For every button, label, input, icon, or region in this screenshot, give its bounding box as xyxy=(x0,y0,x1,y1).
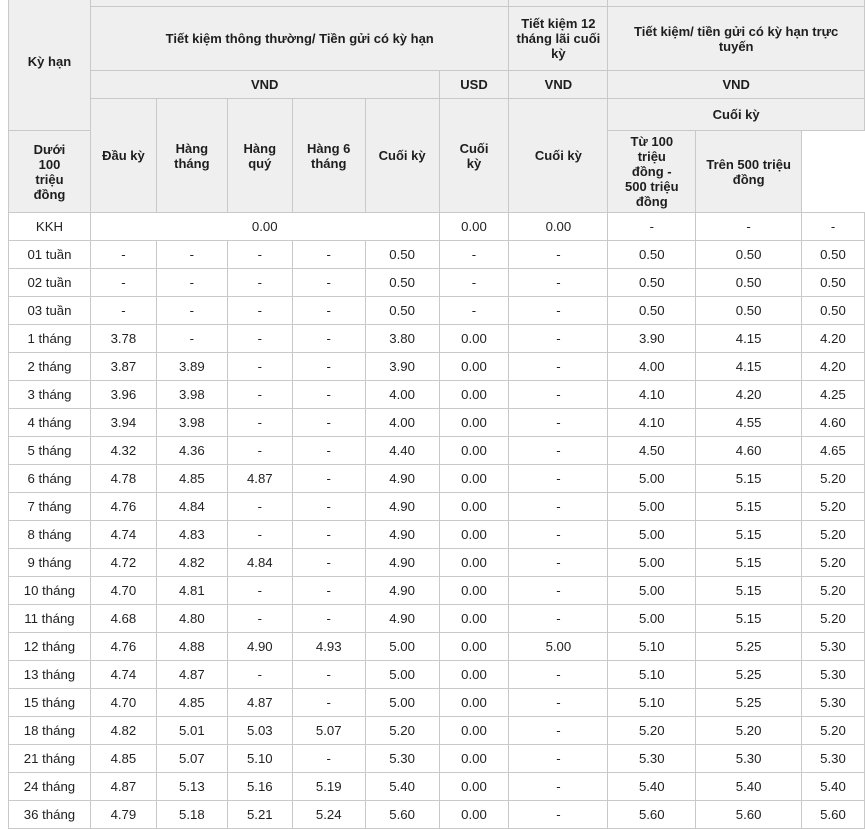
table-row xyxy=(9,661,865,689)
rate-cell: 4.20 xyxy=(696,381,802,409)
rate-cell: 5.00 xyxy=(608,605,696,633)
term-cell: 3 tháng xyxy=(9,381,91,409)
term-cell: 10 tháng xyxy=(9,577,91,605)
term-cell: 9 tháng xyxy=(9,549,91,577)
rate-cell: 0.00 xyxy=(439,325,509,353)
rate-cell: 0.00 xyxy=(439,381,509,409)
rate-cell: - xyxy=(292,577,365,605)
rate-cell: - xyxy=(90,297,156,325)
rate-cell: 3.98 xyxy=(156,381,227,409)
rate-cell: - xyxy=(292,521,365,549)
col-hang-6-thang: Hàng 6 tháng xyxy=(292,99,365,213)
rate-cell: 5.03 xyxy=(227,717,292,745)
term-cell: 7 tháng xyxy=(9,493,91,521)
rate-cell: 4.85 xyxy=(156,689,227,717)
rate-cell: - xyxy=(509,549,608,577)
rate-cell: 5.10 xyxy=(227,745,292,773)
rate-cell: - xyxy=(156,325,227,353)
rate-cell: 5.15 xyxy=(696,521,802,549)
table-row xyxy=(9,325,865,353)
rate-cell: 3.96 xyxy=(90,381,156,409)
rate-cell: 5.16 xyxy=(227,773,292,801)
rate-cell: 0.00 xyxy=(439,661,509,689)
rate-cell: - xyxy=(509,437,608,465)
rate-cell: 5.00 xyxy=(608,549,696,577)
rate-cell: - xyxy=(227,577,292,605)
rate-cell: 4.93 xyxy=(292,633,365,661)
rate-cell: 0.00 xyxy=(439,605,509,633)
rate-cell: 5.30 xyxy=(696,745,802,773)
rate-cell: 4.87 xyxy=(90,773,156,801)
table-row xyxy=(9,521,865,549)
rate-cell: - xyxy=(509,325,608,353)
rate-cell: - xyxy=(292,241,365,269)
rate-cell: - xyxy=(227,269,292,297)
rate-cell: 5.15 xyxy=(696,577,802,605)
rate-cell: 5.15 xyxy=(696,605,802,633)
rate-cell: - xyxy=(696,213,802,241)
term-cell: 8 tháng xyxy=(9,521,91,549)
rate-cell: 4.84 xyxy=(156,493,227,521)
rate-cell: - xyxy=(292,437,365,465)
savings-12m-header: Tiết kiệm 12 tháng lãi cuối kỳ xyxy=(509,7,608,71)
currency-vnd-12m-header: VND xyxy=(509,71,608,99)
rate-cell: - xyxy=(292,409,365,437)
rate-cell: - xyxy=(292,297,365,325)
rate-cell: 0.00 xyxy=(439,213,509,241)
rate-cell: 5.30 xyxy=(365,745,439,773)
rate-cell: 4.70 xyxy=(90,689,156,717)
col-cuoi-ky-12m: Cuối kỳ xyxy=(509,99,608,213)
rate-cell: 5.18 xyxy=(156,801,227,829)
rate-cell: - xyxy=(509,801,608,829)
rate-cell: 0.50 xyxy=(802,241,865,269)
table-row xyxy=(9,437,865,465)
term-cell: 13 tháng xyxy=(9,661,91,689)
rate-cell: 3.90 xyxy=(608,325,696,353)
rate-cell: - xyxy=(509,661,608,689)
table-row xyxy=(9,297,865,325)
rate-cell: 0.50 xyxy=(365,297,439,325)
rate-cell: 0.00 xyxy=(439,689,509,717)
rate-cell: - xyxy=(802,213,865,241)
rate-cell: - xyxy=(292,549,365,577)
rate-cell: - xyxy=(156,241,227,269)
rate-cell: 3.89 xyxy=(156,353,227,381)
rate-cell: - xyxy=(439,297,509,325)
term-cell: 15 tháng xyxy=(9,689,91,717)
rate-cell: - xyxy=(156,297,227,325)
rate-cell: 0.00 xyxy=(439,773,509,801)
rate-cell: 5.40 xyxy=(365,773,439,801)
currency-vnd-header: VND xyxy=(90,71,439,99)
rate-cell: 5.19 xyxy=(292,773,365,801)
rate-cell: 5.20 xyxy=(608,717,696,745)
rate-cell: - xyxy=(90,241,156,269)
rate-cell: 5.24 xyxy=(292,801,365,829)
rate-cell: 4.82 xyxy=(156,549,227,577)
rate-cell: - xyxy=(292,493,365,521)
rate-cell: 5.20 xyxy=(802,549,865,577)
rate-cell: - xyxy=(227,661,292,689)
term-cell: 2 tháng xyxy=(9,353,91,381)
table-row xyxy=(9,409,865,437)
rate-cell: 5.00 xyxy=(509,633,608,661)
rate-cell: 5.25 xyxy=(696,689,802,717)
table-row xyxy=(9,605,865,633)
rate-cell: 5.20 xyxy=(696,717,802,745)
rate-cell: 0.00 xyxy=(439,437,509,465)
rate-cell: - xyxy=(227,325,292,353)
rate-cell: 5.25 xyxy=(696,633,802,661)
rate-cell: 0.50 xyxy=(608,297,696,325)
term-cell: 36 tháng xyxy=(9,801,91,829)
table-row xyxy=(9,549,865,577)
rate-cell: 0.00 xyxy=(439,549,509,577)
rate-cell: 5.30 xyxy=(802,661,865,689)
rate-cell: - xyxy=(509,297,608,325)
rate-cell: 4.85 xyxy=(90,745,156,773)
rate-cell: 4.74 xyxy=(90,521,156,549)
rate-cell: - xyxy=(292,605,365,633)
rate-cell: - xyxy=(509,381,608,409)
rate-cell: 4.70 xyxy=(90,577,156,605)
rate-cell: - xyxy=(509,689,608,717)
table-header xyxy=(9,0,865,213)
rate-cell: 4.90 xyxy=(365,493,439,521)
rate-cell: 4.60 xyxy=(802,409,865,437)
table-row xyxy=(9,241,865,269)
table-row xyxy=(9,577,865,605)
rate-cell: - xyxy=(509,409,608,437)
rate-cell: 0.00 xyxy=(439,521,509,549)
table-row xyxy=(9,465,865,493)
rate-cell: - xyxy=(509,241,608,269)
term-cell: 01 tuần xyxy=(9,241,91,269)
rate-cell: 4.32 xyxy=(90,437,156,465)
rate-cell: 0.00 xyxy=(439,801,509,829)
term-cell: 03 tuần xyxy=(9,297,91,325)
rate-cell: 5.40 xyxy=(696,773,802,801)
table-row xyxy=(9,745,865,773)
table-row xyxy=(9,689,865,717)
rate-cell: - xyxy=(227,353,292,381)
rate-cell: 5.00 xyxy=(608,577,696,605)
term-cell: 21 tháng xyxy=(9,745,91,773)
rate-cell: 5.21 xyxy=(227,801,292,829)
rate-cell: - xyxy=(90,269,156,297)
rate-cell: - xyxy=(292,269,365,297)
rate-cell: 5.01 xyxy=(156,717,227,745)
table-row xyxy=(9,801,865,829)
rate-cell: 3.94 xyxy=(90,409,156,437)
rate-cell: 4.90 xyxy=(365,605,439,633)
rate-cell: 0.50 xyxy=(365,241,439,269)
rate-cell: 4.00 xyxy=(365,381,439,409)
currency-vnd-online-header: VND xyxy=(608,71,865,99)
rate-cell: 4.10 xyxy=(608,381,696,409)
rate-cell: 0.00 xyxy=(439,353,509,381)
rate-cell: 4.65 xyxy=(802,437,865,465)
rate-cell: 4.85 xyxy=(156,465,227,493)
rate-cell: 5.60 xyxy=(696,801,802,829)
rate-cell: - xyxy=(292,325,365,353)
col-dau-ky: Đầu kỳ xyxy=(90,99,156,213)
rate-cell: - xyxy=(509,269,608,297)
rate-cell: 3.80 xyxy=(365,325,439,353)
rate-cell: 4.78 xyxy=(90,465,156,493)
rate-cell: 4.90 xyxy=(365,465,439,493)
rate-cell: - xyxy=(227,493,292,521)
rate-cell: 5.10 xyxy=(608,689,696,717)
rate-cell: 5.10 xyxy=(608,661,696,689)
rate-cell: 5.00 xyxy=(365,661,439,689)
rate-cell: - xyxy=(227,409,292,437)
table-row xyxy=(9,353,865,381)
interest-rate-table xyxy=(8,0,865,829)
rate-cell: 4.90 xyxy=(365,577,439,605)
term-cell: 12 tháng xyxy=(9,633,91,661)
table-row xyxy=(9,381,865,409)
rate-cell: 5.20 xyxy=(802,717,865,745)
rate-cell: 4.76 xyxy=(90,633,156,661)
rate-cell: - xyxy=(509,465,608,493)
rate-cell: 4.82 xyxy=(90,717,156,745)
rate-cell: 3.87 xyxy=(90,353,156,381)
col-cuoi-ky-vnd: Cuối kỳ xyxy=(365,99,439,213)
rate-cell: 4.00 xyxy=(365,409,439,437)
table-row xyxy=(9,633,865,661)
rate-cell: 4.74 xyxy=(90,661,156,689)
online-cuoi-ky-header: Cuối kỳ xyxy=(608,99,865,131)
rate-cell: 4.15 xyxy=(696,353,802,381)
rate-cell: - xyxy=(227,437,292,465)
rate-cell: - xyxy=(509,773,608,801)
rate-cell: 4.90 xyxy=(365,549,439,577)
rate-cell: 5.30 xyxy=(802,745,865,773)
term-cell: 11 tháng xyxy=(9,605,91,633)
rate-cell: 0.00 xyxy=(439,633,509,661)
rate-cell: 5.20 xyxy=(802,605,865,633)
rate-cell: 4.72 xyxy=(90,549,156,577)
rate-cell: - xyxy=(509,717,608,745)
rate-cell: - xyxy=(227,241,292,269)
rate-cell: 0.00 xyxy=(439,493,509,521)
rate-cell: 4.40 xyxy=(365,437,439,465)
rate-cell: 3.90 xyxy=(365,353,439,381)
rate-cell: 5.40 xyxy=(802,773,865,801)
col-hang-thang: Hàng tháng xyxy=(156,99,227,213)
rate-cell: 3.98 xyxy=(156,409,227,437)
term-cell: 4 tháng xyxy=(9,409,91,437)
rate-cell: 5.30 xyxy=(608,745,696,773)
col-under-100m: Dưới 100 triệu đồng xyxy=(9,131,91,213)
rate-cell: 4.84 xyxy=(227,549,292,577)
rate-cell: 5.00 xyxy=(608,465,696,493)
table-row xyxy=(9,717,865,745)
currency-usd-header: USD xyxy=(439,71,509,99)
rate-cell: 4.76 xyxy=(90,493,156,521)
rate-cell: 5.20 xyxy=(802,577,865,605)
rate-cell: 5.60 xyxy=(802,801,865,829)
rate-cell: 5.60 xyxy=(608,801,696,829)
term-cell: KKH xyxy=(9,213,91,241)
rate-cell: 4.20 xyxy=(802,353,865,381)
rate-cell: 0.50 xyxy=(365,269,439,297)
table-row xyxy=(9,269,865,297)
rate-cell: 5.25 xyxy=(696,661,802,689)
rate-cell: 5.40 xyxy=(608,773,696,801)
rate-cell: - xyxy=(227,381,292,409)
rate-cell: 4.55 xyxy=(696,409,802,437)
rate-cell: 0.50 xyxy=(802,269,865,297)
rate-cell: 5.60 xyxy=(365,801,439,829)
rate-cell: 0.00 xyxy=(439,577,509,605)
rate-cell: 4.80 xyxy=(156,605,227,633)
table-row xyxy=(9,493,865,521)
rate-cell: - xyxy=(227,605,292,633)
table-row xyxy=(9,773,865,801)
term-cell: 5 tháng xyxy=(9,437,91,465)
rate-cell: 4.10 xyxy=(608,409,696,437)
rate-cell: 0.00 xyxy=(439,409,509,437)
rate-cell: 4.90 xyxy=(227,633,292,661)
col-100m-500m: Từ 100 triệu đồng - 500 triệu đồng xyxy=(608,131,696,213)
rate-cell: 0.00 xyxy=(439,745,509,773)
term-cell: 6 tháng xyxy=(9,465,91,493)
rate-cell: 4.87 xyxy=(156,661,227,689)
rate-cell: - xyxy=(509,577,608,605)
rate-cell: 5.15 xyxy=(696,549,802,577)
rate-cell: - xyxy=(509,605,608,633)
rate-cell: 0.00 xyxy=(90,213,439,241)
rate-cell: 4.36 xyxy=(156,437,227,465)
rate-cell: - xyxy=(227,297,292,325)
rate-cell: - xyxy=(509,353,608,381)
col-over-500m: Trên 500 triệu đồng xyxy=(696,131,802,213)
rate-cell: - xyxy=(439,269,509,297)
rate-cell: - xyxy=(292,381,365,409)
col-cuoi-ky-usd: Cuối kỳ xyxy=(439,99,509,213)
rate-cell: 4.81 xyxy=(156,577,227,605)
rate-cell: 5.00 xyxy=(608,493,696,521)
term-cell: 1 tháng xyxy=(9,325,91,353)
rate-cell: 0.50 xyxy=(696,297,802,325)
rate-cell: - xyxy=(608,213,696,241)
regular-savings-header: Tiết kiệm thông thường/ Tiền gửi có kỳ hạn xyxy=(90,7,509,71)
rate-cell: 5.07 xyxy=(292,717,365,745)
rate-cell: - xyxy=(509,521,608,549)
term-header: Kỳ hạn xyxy=(9,0,91,131)
rate-cell: 5.00 xyxy=(608,521,696,549)
table-row-kkh xyxy=(9,213,865,241)
rate-cell: 4.79 xyxy=(90,801,156,829)
rate-cell: - xyxy=(292,465,365,493)
rate-cell: 5.20 xyxy=(802,465,865,493)
rate-cell: 0.00 xyxy=(439,465,509,493)
rate-cell: 0.00 xyxy=(439,717,509,745)
rate-cell: - xyxy=(292,353,365,381)
rate-cell: 4.20 xyxy=(802,325,865,353)
rate-cell: 5.20 xyxy=(802,521,865,549)
rate-cell: - xyxy=(292,661,365,689)
rate-cell: 5.00 xyxy=(365,689,439,717)
rate-cell: 0.50 xyxy=(608,269,696,297)
rate-cell: 4.87 xyxy=(227,465,292,493)
rate-cell: - xyxy=(509,493,608,521)
rate-cell: 5.15 xyxy=(696,493,802,521)
rate-cell: - xyxy=(439,241,509,269)
rate-cell: 0.50 xyxy=(608,241,696,269)
rate-cell: 3.78 xyxy=(90,325,156,353)
rate-cell: - xyxy=(509,745,608,773)
col-hang-quy: Hàng quý xyxy=(227,99,292,213)
term-cell: 24 tháng xyxy=(9,773,91,801)
rate-cell: 0.50 xyxy=(696,241,802,269)
rate-cell: - xyxy=(227,521,292,549)
rate-cell: 5.10 xyxy=(608,633,696,661)
rate-cell: 5.30 xyxy=(802,689,865,717)
rate-cell: 4.60 xyxy=(696,437,802,465)
rate-cell: 0.50 xyxy=(802,297,865,325)
rate-table-container xyxy=(8,0,865,829)
rate-cell: 4.50 xyxy=(608,437,696,465)
rate-cell: 5.15 xyxy=(696,465,802,493)
rate-cell: - xyxy=(156,269,227,297)
term-cell: 02 tuần xyxy=(9,269,91,297)
rate-cell: 4.00 xyxy=(608,353,696,381)
rate-cell: 5.00 xyxy=(365,633,439,661)
rate-cell: 5.20 xyxy=(802,493,865,521)
rate-cell: - xyxy=(292,689,365,717)
rate-cell: 4.87 xyxy=(227,689,292,717)
rate-cell: 4.90 xyxy=(365,521,439,549)
rate-cell: 0.50 xyxy=(696,269,802,297)
rate-cell: 4.68 xyxy=(90,605,156,633)
rate-cell: 4.15 xyxy=(696,325,802,353)
rate-cell: 4.25 xyxy=(802,381,865,409)
term-cell: 18 tháng xyxy=(9,717,91,745)
rate-cell: 5.07 xyxy=(156,745,227,773)
rate-cell: 4.88 xyxy=(156,633,227,661)
online-deposit-header: Tiết kiệm/ tiền gửi có kỳ hạn trực tuyến xyxy=(608,7,865,71)
rate-cell: 5.13 xyxy=(156,773,227,801)
table-body xyxy=(9,213,865,829)
rate-cell: 5.20 xyxy=(365,717,439,745)
rate-cell: 5.30 xyxy=(802,633,865,661)
rate-cell: 4.83 xyxy=(156,521,227,549)
rate-cell: 0.00 xyxy=(509,213,608,241)
rate-cell: - xyxy=(292,745,365,773)
